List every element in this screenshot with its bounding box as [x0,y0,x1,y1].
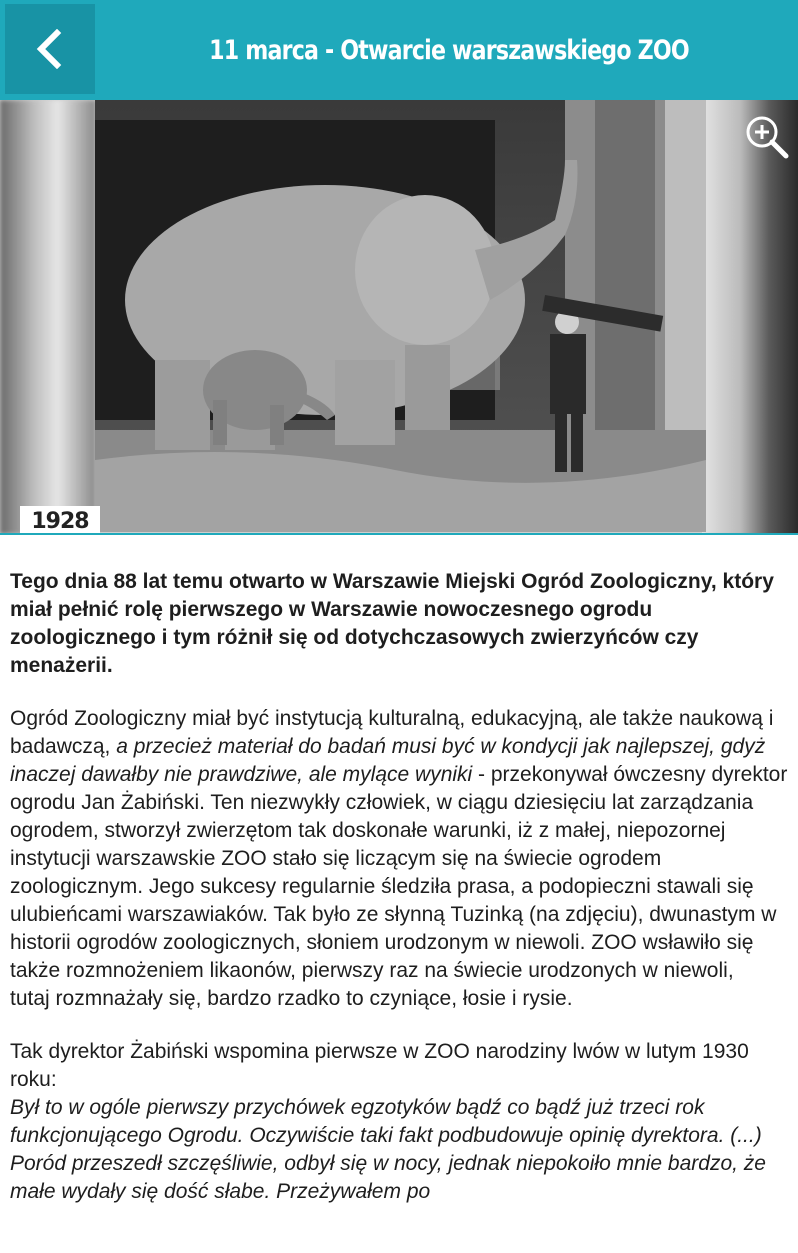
previous-photo-preview[interactable] [0,100,96,534]
article-paragraph [10,1038,790,1206]
back-button[interactable] [5,4,95,94]
paragraph-text: tutaj rozmnażały się, bardzo rzadko to czyniące, łosie i rysie. [10,987,573,1010]
app-header [0,0,798,100]
photo-gallery[interactable] [0,100,798,534]
paragraph-text: Ogród Zoologiczny miał być instytucją kulturalną, edukacyjną, ale także naukową i badawczą, [10,707,774,758]
zoom-in-icon[interactable] [744,114,790,160]
next-photo-preview[interactable] [702,100,798,534]
article-paragraph [10,705,790,1013]
paragraph-quote: a przecież materiał do badań musi być w kondycji jak najlepszej, gdyż inaczej dawałby nie prawdziwe, ale mylące wyniki [10,735,766,786]
elephant-photo-illustration [95,100,706,532]
divider [0,533,798,535]
page-title: 11 marca - Otwarcie warszawskiego ZOO [209,34,689,66]
elephant-photo[interactable] [95,100,706,532]
article-lead: Tego dnia 88 lat temu otwarto w Warszawie Miejski Ogród Zoologiczny, który miał pełnić rolę pierwszego w Warszawie nowoczesnego ogrodu zoologicznego i tym różnił się od dotychczasowych zwierzyńców czy menażerii. [10,570,774,677]
paragraph-quote: Był to w ogóle pierwszy przychówek egzotyków bądź co bądź już trzeci rok funkcjonującego Ogrodu. Oczywiście taki fakt podbudowuje opinię dyrektora. (...) Poród przeszedł szczęśliwie, odbył się w nocy, jednak niepokoiło mnie bardzo, że małe wydały się dość słabe. Przeżywałem po [10,1096,766,1203]
chevron-left-icon [30,29,70,69]
photo-year-label: 1928 [20,506,100,534]
paragraph-text: Tak dyrektor Żabiński wspomina pierwsze w ZOO narodziny lwów w lutym 1930 roku: [10,1040,749,1091]
article-body [10,568,790,1231]
paragraph-text: - przekonywał ówczesny dyrektor ogrodu Jan Żabiński. Ten niezwykły człowiek, w ciągu dziesięciu lat zarządzania ogrodem, stworzył zwierzętom tak doskonałe warunki, iż z małej, niepozornej instytucji warszawskie ZOO stało się liczącym się na świecie ogrodem zoologicznym. Jego sukcesy regularnie śledziła prasa, a podopieczni stawali się ulubieńcami warszawiaków. Tak było ze słynną Tuzinką (na zdjęciu), dwunastym w historii ogrodów zoologicznych, słoniem urodzonym w niewoli. ZOO wsławiło się także rozmnożeniem likaonów, pierwszy raz na świecie urodzonych w niewoli, [10,763,788,982]
